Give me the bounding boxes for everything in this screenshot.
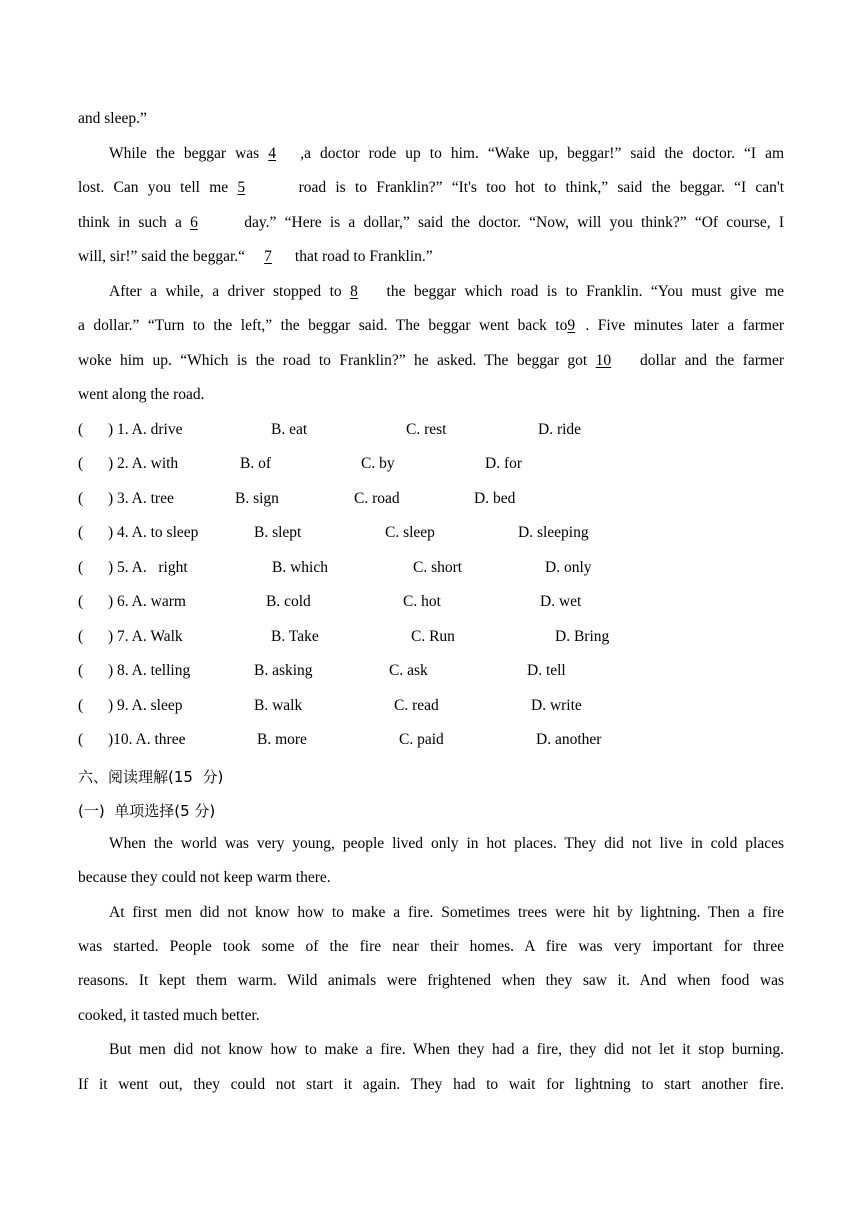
- passage-text: After a while, a driver stopped to: [109, 283, 342, 300]
- passage-line: [78, 214, 784, 232]
- passage-line: [78, 938, 784, 956]
- passage-text: reasons. It kept them warm. Wild animals were frightened when they saw it. And when food was: [78, 972, 784, 989]
- answer-paren: (: [78, 628, 84, 645]
- subsection-heading: (一) 单项选择(5 分): [78, 802, 216, 820]
- question-row: [0, 731, 860, 755]
- passage-text: day.” “Here is a dollar,” said the doctor. “Now, will you think?” “Of course, I: [244, 214, 785, 231]
- option-a: ) 5. A. right: [108, 559, 188, 576]
- option-a: ) 6. A. warm: [108, 593, 186, 610]
- option-b: B. cold: [266, 593, 311, 610]
- question-row: [0, 628, 860, 652]
- passage-line: [78, 145, 784, 163]
- option-d: D. write: [531, 697, 582, 714]
- option-c: C. rest: [406, 421, 447, 438]
- option-c: C. paid: [399, 731, 444, 748]
- blank-4: 4: [268, 145, 276, 162]
- passage-text: But men did not know how to make a fire. When they had a fire, they did not let it stop burning.: [109, 1041, 784, 1058]
- passage-line: [78, 352, 784, 370]
- passage-line: [78, 869, 784, 887]
- answer-paren: (: [78, 524, 84, 541]
- option-d: D. bed: [474, 490, 516, 507]
- passage-text: a dollar.” “Turn to the left,” the beggar said. The beggar went back to: [78, 317, 568, 334]
- passage-text: that road to Franklin.”: [294, 248, 433, 265]
- blank-5: 5: [237, 179, 246, 196]
- option-c: C. road: [354, 490, 400, 507]
- option-d: D. another: [536, 731, 602, 748]
- option-d: D. sleeping: [518, 524, 589, 541]
- question-row: [0, 662, 860, 686]
- passage-line: [78, 317, 784, 335]
- passage-text: When the world was very young, people lived only in hot places. They did not live in cold places: [109, 835, 784, 852]
- question-row: [0, 490, 860, 514]
- option-b: B. sign: [235, 490, 279, 507]
- passage-text: ,a doctor rode up to him. “Wake up, beggar!” said the doctor. “I am: [300, 145, 785, 162]
- passage-line: [78, 386, 784, 404]
- passage-line: [78, 179, 784, 197]
- option-d: D. only: [545, 559, 592, 576]
- question-row: [0, 697, 860, 721]
- option-a: ) 7. A. Walk: [108, 628, 183, 645]
- passage-text: road is to Franklin?” “It's too hot to think,” said the beggar. “I can't: [298, 179, 784, 196]
- passage-line: [78, 283, 784, 301]
- passage-text: and sleep.”: [78, 110, 147, 127]
- option-c: C. read: [394, 697, 439, 714]
- passage-line: [78, 1041, 784, 1059]
- passage-text: think in such a: [78, 214, 182, 231]
- section-heading: 六、阅读理解(15 分): [78, 768, 224, 786]
- option-c: C. by: [361, 455, 395, 472]
- option-d: D. for: [485, 455, 523, 472]
- passage-text: At first men did not know how to make a fire. Sometimes trees were hit by lightning. Then a fire: [109, 904, 784, 921]
- blank-6: 6: [190, 214, 198, 231]
- blank-7: 7: [264, 248, 272, 265]
- option-d: D. wet: [540, 593, 582, 610]
- answer-paren: (: [78, 697, 84, 714]
- option-b: B. walk: [254, 697, 303, 714]
- question-row: [0, 559, 860, 583]
- passage-text: the beggar which road is to Franklin. “You must give me: [386, 283, 784, 300]
- passage-text: dollar and the farmer: [640, 352, 785, 369]
- option-a: ) 8. A. telling: [108, 662, 191, 679]
- option-a: )10. A. three: [108, 731, 186, 748]
- option-a: ) 2. A. with: [108, 455, 179, 472]
- option-c: C. Run: [411, 628, 455, 645]
- option-c: C. ask: [389, 662, 428, 679]
- option-d: D. tell: [527, 662, 566, 679]
- option-c: C. hot: [403, 593, 441, 610]
- option-b: B. eat: [271, 421, 308, 438]
- passage-text: because they could not keep warm there.: [78, 869, 331, 886]
- question-row: [0, 524, 860, 548]
- answer-paren: (: [78, 731, 84, 748]
- passage-line: [78, 110, 784, 128]
- option-b: B. asking: [254, 662, 313, 679]
- passage-line: [78, 972, 784, 990]
- option-d: D. ride: [538, 421, 582, 438]
- option-a: ) 9. A. sleep: [108, 697, 183, 714]
- option-b: B. of: [240, 455, 271, 472]
- answer-paren: (: [78, 421, 84, 438]
- option-d: D. Bring: [555, 628, 610, 645]
- option-b: B. Take: [271, 628, 319, 645]
- option-a: ) 3. A. tree: [108, 490, 174, 507]
- answer-paren: (: [78, 455, 84, 472]
- option-c: C. short: [413, 559, 463, 576]
- question-row: [0, 421, 860, 445]
- passage-text: woke him up. “Which is the road to Franklin?” he asked. The beggar got: [78, 352, 588, 369]
- answer-paren: (: [78, 559, 84, 576]
- option-b: B. slept: [254, 524, 302, 541]
- blank-8: 8: [350, 283, 358, 300]
- passage-text: will, sir!” said the beggar.“: [78, 248, 246, 265]
- passage-text: If it went out, they could not start it again. They had to wait for lightning to start another fire.: [78, 1076, 784, 1093]
- passage-line: [78, 1076, 784, 1094]
- passage-text: . Five minutes later a farmer: [585, 317, 784, 334]
- blank-10: 10: [595, 352, 612, 369]
- answer-paren: (: [78, 593, 84, 610]
- passage-line: [78, 1007, 784, 1025]
- question-row: [0, 455, 860, 479]
- passage-text: While the beggar was: [109, 145, 260, 162]
- answer-paren: (: [78, 662, 84, 679]
- option-a: ) 4. A. to sleep: [108, 524, 199, 541]
- option-c: C. sleep: [385, 524, 435, 541]
- option-b: B. more: [257, 731, 307, 748]
- passage-text: was started. People took some of the fire near their homes. A fire was very important for three: [78, 938, 784, 955]
- option-b: B. which: [272, 559, 328, 576]
- option-a: ) 1. A. drive: [108, 421, 183, 438]
- question-row: [0, 593, 860, 617]
- passage-line: [78, 248, 784, 266]
- passage-text: lost. Can you tell me: [78, 179, 229, 196]
- passage-line: [78, 904, 784, 922]
- passage-line: [78, 835, 784, 853]
- passage-text: cooked, it tasted much better.: [78, 1007, 260, 1024]
- answer-paren: (: [78, 490, 84, 507]
- passage-text: went along the road.: [78, 386, 205, 403]
- blank-9: 9: [567, 317, 576, 334]
